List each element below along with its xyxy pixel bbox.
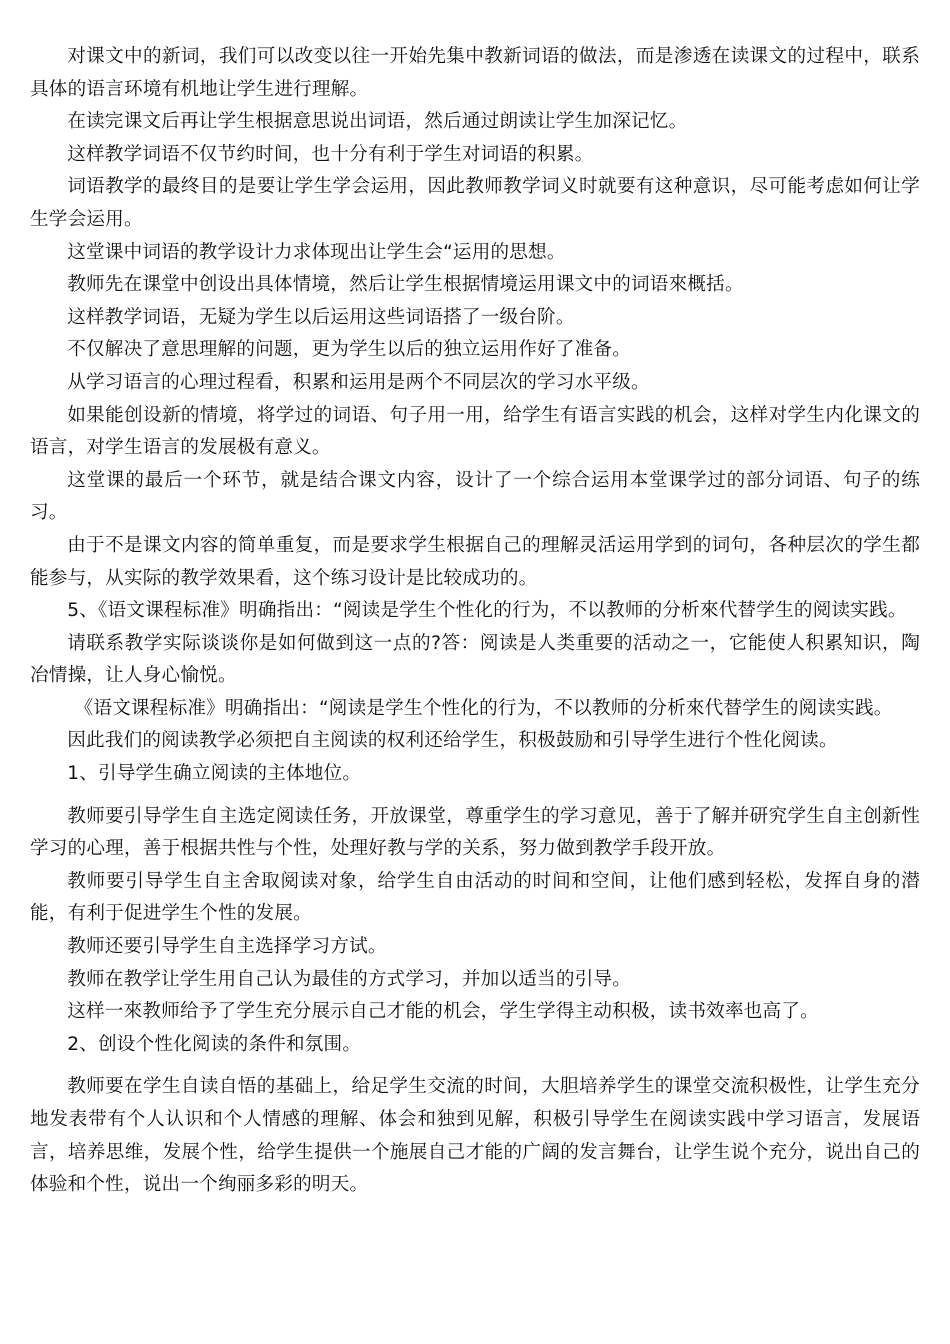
paragraph-design-usage: 这堂课中词语的教学设计力求体现出让学生会“运用的思想。	[67, 241, 566, 263]
paragraph-answer-intro: 请联系教学实际谈谈你是如何做到这一点的?答：阅读是人类重要的活动之一，它能使人积累知识，陶冶情操，让人身心愉悦。	[30, 632, 920, 687]
paragraph-efficiency: 这样一來教师给予了学生充分展示自己才能的机会，学生学得主动积极，读书效率也高了。	[67, 1001, 819, 1023]
paragraph-select-methods: 教师还要引导学生自主选择学习方试。	[67, 936, 387, 958]
paragraph-question-5: 5、《语文课程标准》明确指出：“阅读是学生个性化的行为，不以教师的分析來代替学生的阅读实践。	[67, 600, 907, 622]
paragraph-save-time: 这样教学词语不仅节约时间，也十分有利于学生对词语的积累。	[67, 143, 594, 165]
paragraph-recall-words: 在读完课文后再让学生根据意思说出词语，然后通过朗读让学生加深记忆。	[67, 111, 688, 133]
paragraph-select-objects: 教师要引导学生自主舍取阅读对象，给学生自由活动的时间和空间，让他们感到轻松，发挥自身的潜能，有利于促进学生个性的发展。	[30, 870, 920, 925]
heading-point-1: 1、引导学生确立阅读的主体地位。	[67, 763, 362, 785]
paragraph-standard-quote: 《语文课程标准》明确指出：“阅读是学生个性化的行为，不以教师的分析來代替学生的阅读实践。	[74, 697, 893, 719]
paragraph-new-words: 对课文中的新词，我们可以改变以往一开始先集中教新词语的做法，而是渗透在读课文的过程中，联系具体的语言环境有机地让学生进行理解。	[30, 46, 920, 100]
paragraph-create-context: 教师先在课堂中创设出具体情境，然后让学生根据情境运用课文中的词语來概括。	[67, 274, 744, 296]
paragraph-return-rights: 因此我们的阅读教学必须把自主阅读的权利还给学生，积极鼓励和引导学生进行个性化阅读。	[67, 730, 838, 752]
paragraph-select-tasks: 教师要引导学生自主选定阅读任务，开放课堂，尊重学生的学习意见，善于了解并研究学生自主创新性学习的心理，善于根据共性与个性，处理好教与学的关系，努力做到教学手段开放。	[30, 805, 920, 860]
paragraph-goal-usage: 词语教学的最终目的是要让学生学会运用，因此教师教学词义时就要有这种意识，尽可能考虑如何让学生学会运用。	[30, 176, 920, 230]
paragraph-final-segment: 这堂课的最后一个环节，就是结合课文内容，设计了一个综合运用本堂课学过的部分词语、句子的练习。	[30, 469, 920, 524]
paragraph-best-way: 教师在教学让学生用自己认为最佳的方式学习，并加以适当的引导。	[67, 968, 632, 990]
paragraph-stepping-stone: 这样教学词语，无疑为学生以后运用这些词语搭了一级台阶。	[67, 306, 575, 328]
paragraph-new-context: 如果能创设新的情境，将学过的词语、句子用一用，给学生有语言实践的机会，这样对学生内化课文的语言，对学生语言的发展极有意义。	[30, 404, 920, 459]
heading-point-2: 2、创设个性化阅读的条件和氛围。	[67, 1033, 362, 1055]
paragraph-exercise-success: 由于不是课文内容的简单重复，而是要求学生根据自己的理解灵活运用学到的词句，各种层次的学生都能参与，从实际的教学效果看，这个练习设计是比较成功的。	[30, 534, 920, 589]
paragraph-learning-levels: 从学习语言的心理过程看，积累和运用是两个不同层次的学习水平级。	[67, 371, 650, 393]
paragraph-communication: 教师要在学生自读自悟的基础上，给足学生交流的时间，大胆培养学生的课堂交流积极性，让学生充分地发表带有个人认识和个人情感的理解、体会和独到见解，积极引导学生在阅读实践中学习语言，发展语言，培养思维，发展个性，给学生提供一个施展自己才能的广阔的发言舞台，让学生说个充分，说出自己的体验和个性，说出一个绚丽多彩的明天。	[30, 1076, 920, 1196]
paragraph-prepare: 不仅解决了意思理解的问题，更为学生以后的独立运用作好了准备。	[67, 339, 632, 361]
document-body	[30, 41, 920, 1202]
